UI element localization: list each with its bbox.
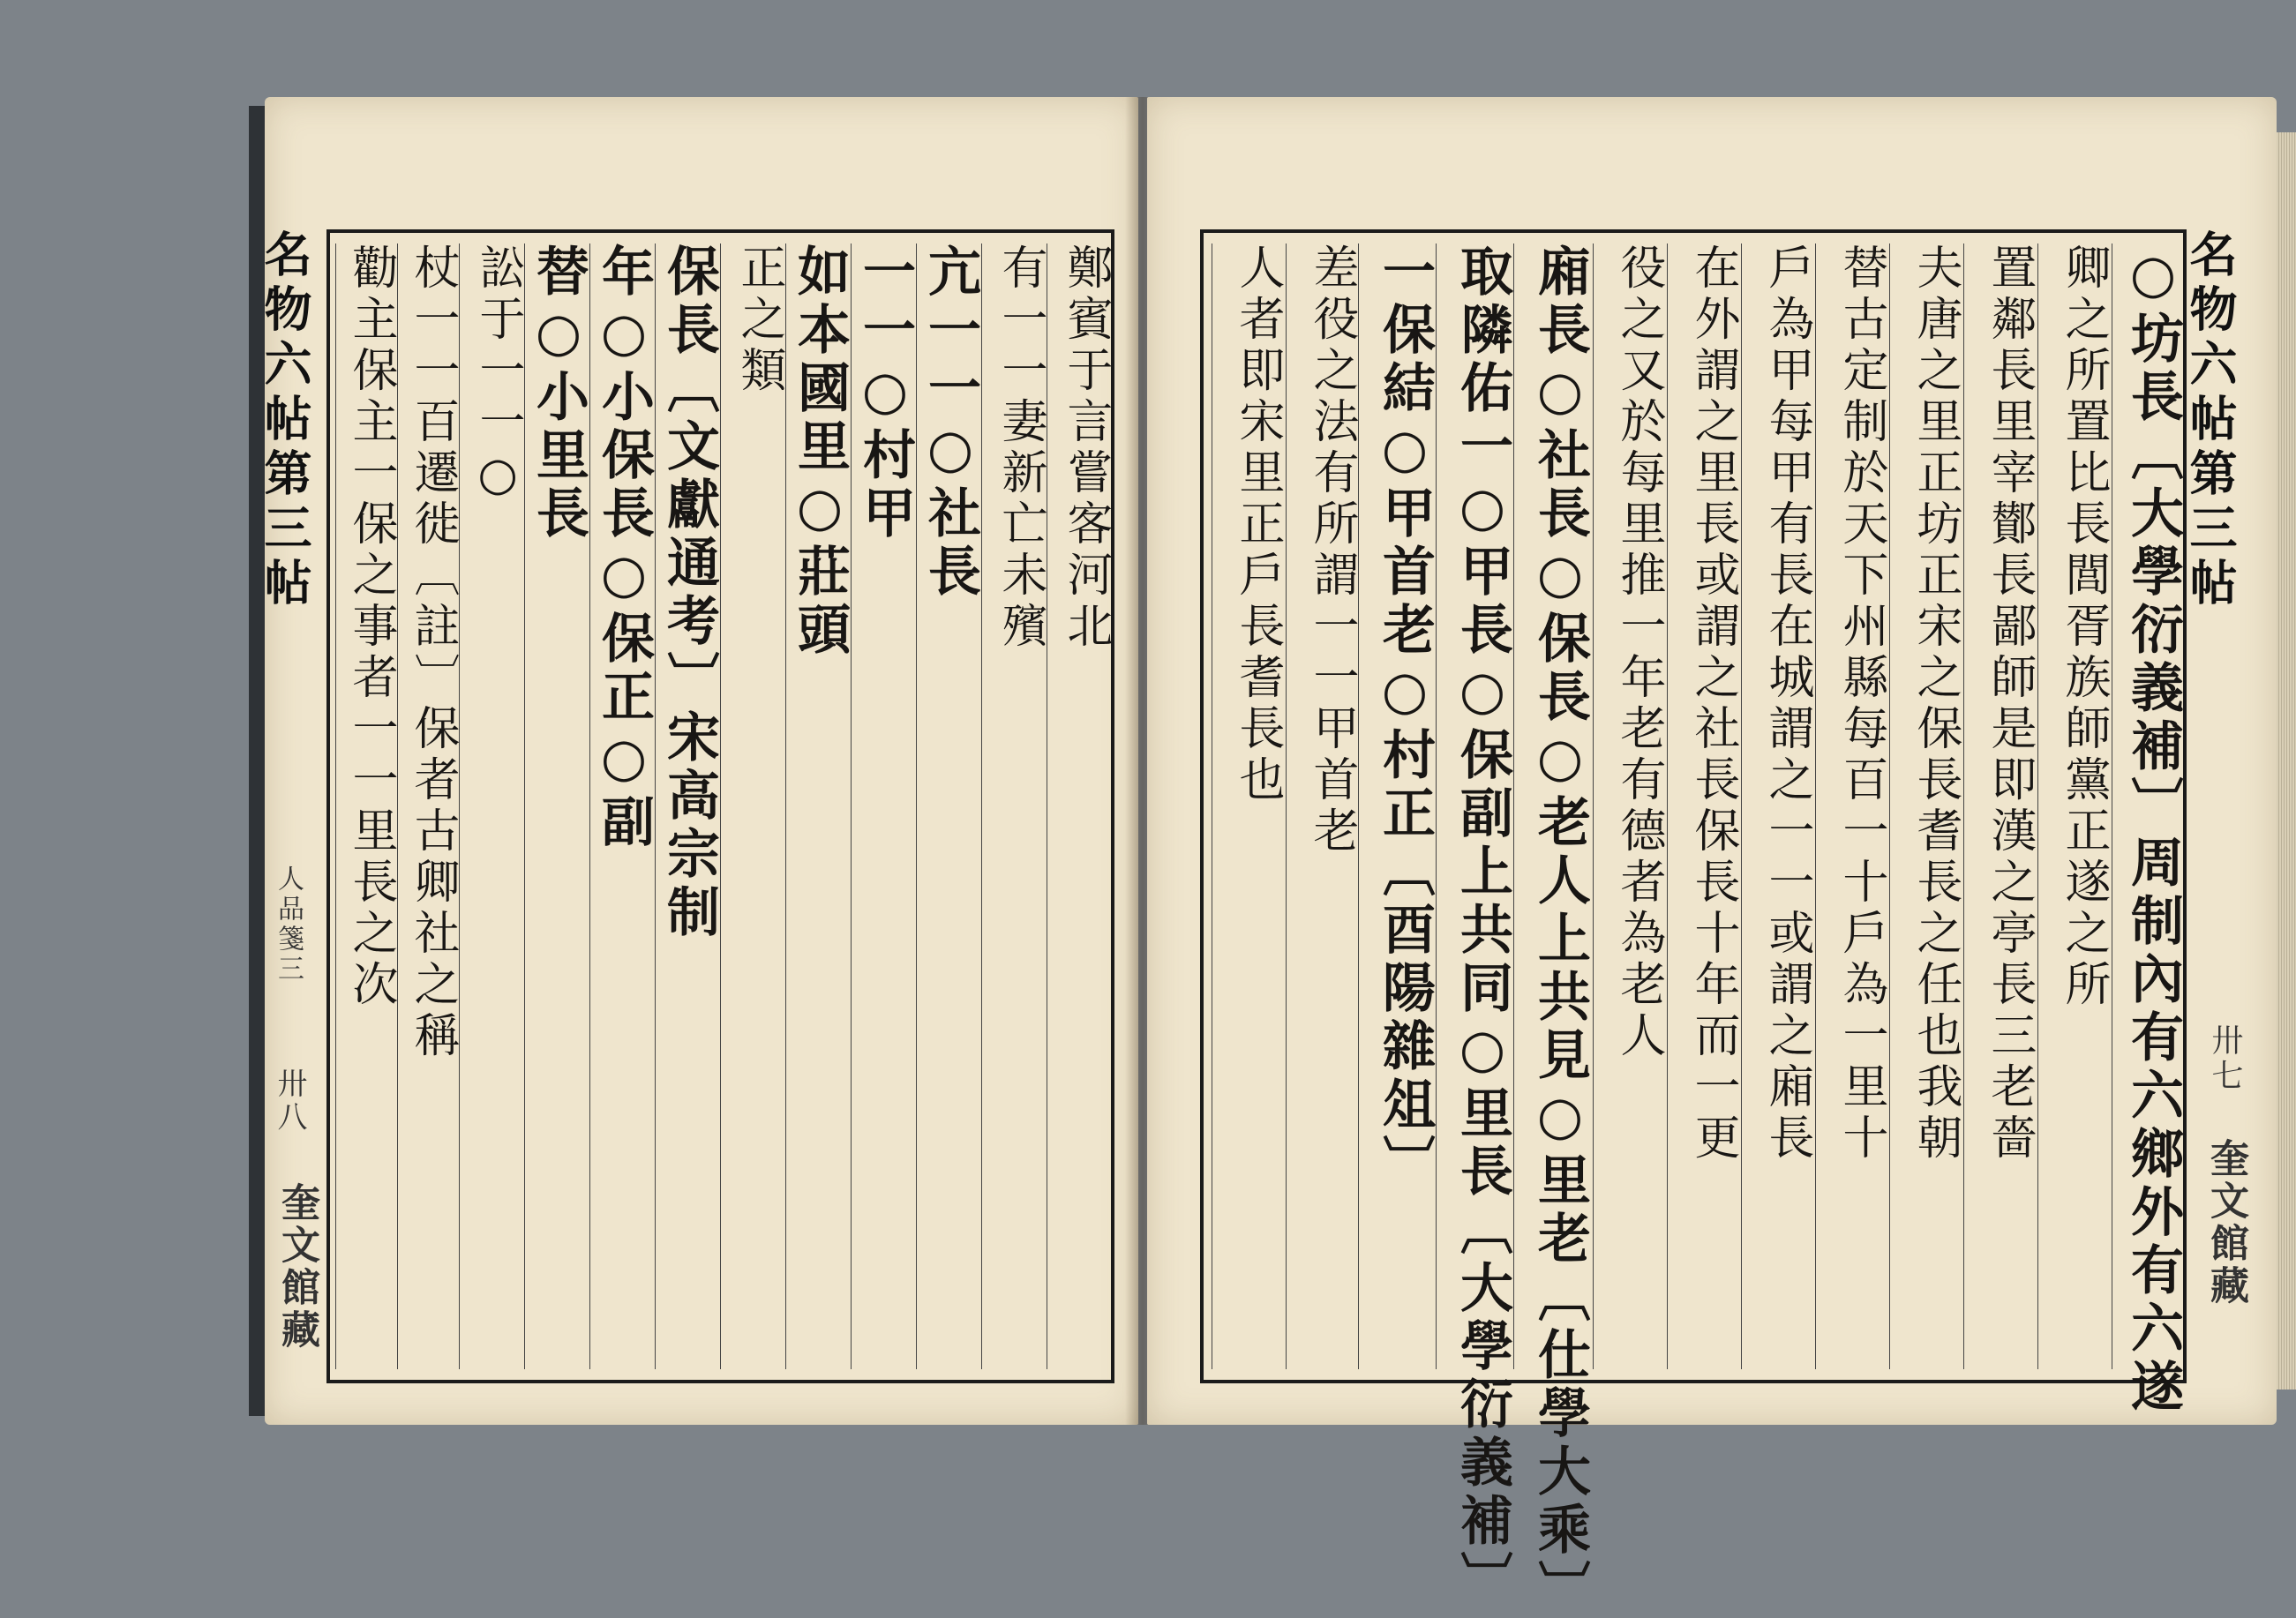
text-column: 夫唐之里正坊正宋之保長耆長之任也我朝 (1889, 243, 1961, 1369)
text-column: 保長〔文獻通考〕宋高宗制 (655, 243, 719, 1369)
left-running-title: 名物六帖第三帖 (257, 229, 313, 612)
text-column: 人者即宋里正戶長耆長也 (1212, 243, 1283, 1369)
text-column: 一保結○甲首老○村正〔酉陽雜俎〕 (1358, 243, 1435, 1369)
text-column: 役之又於每里推一年老有德者為老人 (1593, 243, 1664, 1369)
right-running-title: 名物六帖第三帖 (2182, 229, 2239, 612)
page-edges (2277, 132, 2296, 1390)
text-column: 差役之法有所謂一一甲首老 (1286, 243, 1357, 1369)
left-text-frame (326, 229, 1114, 1383)
right-text-frame (1200, 229, 2187, 1618)
text-column: 正之類 (720, 243, 784, 1369)
text-column: 置鄰長里宰鄼長鄙師是即漢之亭長三老嗇 (1963, 243, 2035, 1369)
left-folio: 卅八 (272, 1067, 307, 1135)
text-column: 卿之所置比長閭胥族師黨正遂之所 (2037, 243, 2109, 1369)
text-column: 勸主保主一保之事者一一里長之次 (335, 243, 396, 1369)
text-column: 一一○村甲 (851, 243, 915, 1369)
text-column: 戶為甲每甲有長在城謂之一一或謂之廂長 (1741, 243, 1812, 1369)
text-column: ○坊長〔大學衍義補〕周制內有六鄉外有六遂 (2112, 243, 2183, 1369)
text-column: 杖一一百遷徙〔註〕保者古卿社之稱 (397, 243, 458, 1369)
text-column: 亢一一○社長 (916, 243, 980, 1369)
text-column: 有一一妻新亡未殯 (981, 243, 1046, 1369)
text-column: 取隣佑一○甲長○保副上共同○里長〔大學衍義補〕 (1436, 243, 1512, 1369)
left-page (257, 97, 1138, 1425)
text-column: 廂長○社長○保長○老人上共見○里老〔仕學大乘〕 (1513, 243, 1590, 1369)
right-folio: 卅七 (2207, 1023, 2243, 1094)
left-section-label: 人品箋三 (273, 865, 304, 985)
right-publisher-mark: 奎文館藏 (2203, 1138, 2248, 1307)
book-spread (257, 97, 2294, 1618)
text-column: 替○小里長 (524, 243, 589, 1369)
right-page (1147, 97, 2277, 1618)
text-column: 年○小保長○保正○副 (589, 243, 654, 1369)
text-column: 如本國里○莊頭 (785, 243, 850, 1369)
left-publisher-mark: 奎文館藏 (274, 1182, 319, 1352)
text-column: 訟于一一○ (459, 243, 523, 1369)
text-column: 替古定制於天下州縣每百一十戶為一里十 (1815, 243, 1887, 1369)
text-column: 鄭賓于言嘗客河北 (1047, 243, 1111, 1369)
text-column: 在外謂之里長或謂之社長保長十年而一更 (1667, 243, 1738, 1369)
